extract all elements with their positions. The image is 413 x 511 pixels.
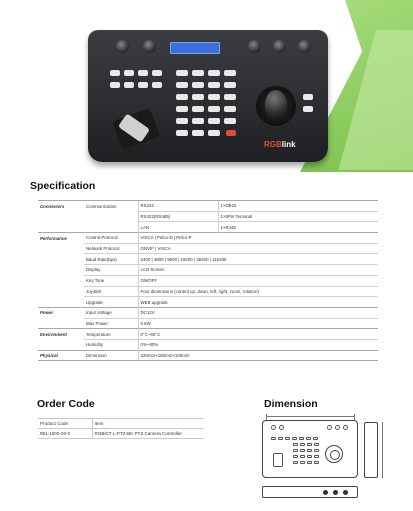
- spec-subcategory-cell: Humidity: [84, 339, 138, 350]
- spec-subcategory-cell: Display: [84, 265, 138, 276]
- order-header-code: Product Code: [38, 419, 92, 429]
- table-row: [38, 233, 378, 244]
- table-row: [38, 429, 204, 439]
- table-row: [38, 211, 378, 222]
- knob-icon: [298, 40, 311, 53]
- table-row: [38, 254, 378, 265]
- order-title: Order Code: [37, 398, 95, 410]
- spec-group-cell: Power: [38, 307, 84, 318]
- spec-value-cell: 1×5Pin Terminal: [218, 211, 378, 222]
- table-row: [38, 307, 378, 318]
- spec-group-cell: Physical: [38, 350, 84, 361]
- table-row: [38, 286, 378, 297]
- table-row: [38, 243, 378, 254]
- knob-icon: [248, 40, 261, 53]
- knob-icon: [273, 40, 286, 53]
- spec-group-cell: [38, 318, 84, 329]
- spec-item-cell: LCD Screen: [138, 265, 378, 276]
- brand-logo: RGBlink: [264, 140, 296, 149]
- spec-value-cell: 1×DB15: [218, 201, 378, 212]
- spec-item-cell: WEB upgrade: [138, 297, 378, 308]
- table-row: [38, 275, 378, 286]
- dimension-front-view: [262, 486, 358, 498]
- spec-subcategory-cell: Communication: [84, 201, 138, 212]
- spec-table: [38, 200, 378, 361]
- spec-item-cell: 320mm×180mm×100mm: [138, 350, 378, 361]
- spec-group-cell: [38, 222, 84, 233]
- spec-subcategory-cell: Dimension: [84, 350, 138, 361]
- table-row: [38, 318, 378, 329]
- spec-item-cell: Four dimensions (control up, down, left, right, zoom, rotation): [138, 286, 378, 297]
- order-header-row: [38, 419, 204, 429]
- order-item-cell: RGBlCT L-PTZ-BK PTZ Camera Controller: [92, 429, 204, 439]
- order-code-cell: 981-1000-03-0: [38, 429, 92, 439]
- spec-subcategory-cell: Temperature: [84, 329, 138, 340]
- spec-subcategory-cell: Input Voltage: [84, 307, 138, 318]
- spec-subcategory-cell: Joystick: [84, 286, 138, 297]
- table-row: [38, 339, 378, 350]
- spec-item-cell: 0%~90%: [138, 339, 378, 350]
- spec-group-cell: Performance: [38, 233, 84, 244]
- spec-subcategory-cell: Key Tone: [84, 275, 138, 286]
- spec-group-cell: [38, 339, 84, 350]
- dimension-side-view: [364, 422, 378, 478]
- spec-value-cell: 1×RJ45: [218, 222, 378, 233]
- spec-item-cell: 0°C~50°C: [138, 329, 378, 340]
- spec-group-cell: [38, 211, 84, 222]
- spec-item-cell: LAN: [138, 222, 218, 233]
- knob-icon: [143, 40, 156, 53]
- spec-group-cell: [38, 265, 84, 276]
- dimension-drawing: [262, 414, 384, 504]
- spec-subcategory-cell: Max Power: [84, 318, 138, 329]
- spec-group-cell: Connectors: [38, 201, 84, 212]
- spec-item-cell: VISCA | Pelco-D | Pelco-P: [138, 233, 378, 244]
- dimension-joystick-icon: [325, 445, 343, 463]
- spec-item-cell: 0.6W: [138, 318, 378, 329]
- joystick-icon: [265, 90, 287, 118]
- table-row: [38, 329, 378, 340]
- spec-item-cell: ONVIF | VISCA: [138, 243, 378, 254]
- spec-item-cell: RS232: [138, 201, 218, 212]
- spec-item-cell: DC12V: [138, 307, 378, 318]
- spec-group-cell: [38, 297, 84, 308]
- dimension-top-view: [262, 420, 358, 478]
- spec-group-cell: [38, 286, 84, 297]
- lcd-screen: [170, 42, 220, 54]
- order-header-item: Item: [92, 419, 204, 429]
- spec-group-cell: [38, 275, 84, 286]
- table-row: [38, 201, 378, 212]
- dimension-title: Dimension: [264, 398, 318, 410]
- table-row: [38, 350, 378, 361]
- spec-subcategory-cell: Baud Rate(bps): [84, 254, 138, 265]
- spec-group-cell: Environment: [38, 329, 84, 340]
- spec-subcategory-cell: [84, 222, 138, 233]
- spec-subcategory-cell: [84, 211, 138, 222]
- spec-item-cell: RS422(RS485): [138, 211, 218, 222]
- spec-group-cell: [38, 243, 84, 254]
- spec-subcategory-cell: Upgrade: [84, 297, 138, 308]
- table-row: [38, 297, 378, 308]
- knob-icon: [116, 40, 129, 53]
- controller-photo: [88, 30, 328, 162]
- order-table: [38, 418, 204, 439]
- spec-group-cell: [38, 254, 84, 265]
- spec-subcategory-cell: Network Protocol: [84, 243, 138, 254]
- spec-title: Specification: [30, 180, 96, 192]
- table-row: [38, 222, 378, 233]
- spec-item-cell: 2400 | 4800 | 9600 | 19200 | 38400 | 115200: [138, 254, 378, 265]
- spec-item-cell: ON/OFF: [138, 275, 378, 286]
- table-row: [38, 265, 378, 276]
- spec-subcategory-cell: Control Protocol: [84, 233, 138, 244]
